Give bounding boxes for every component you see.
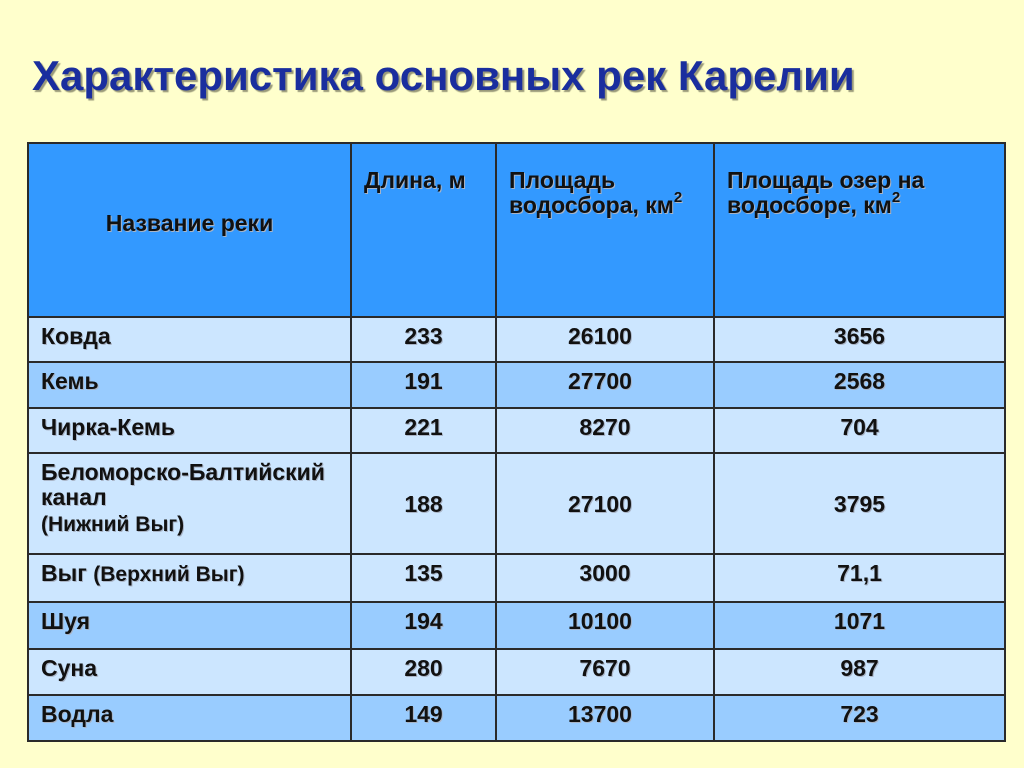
header-length-label: Длина, м [364,167,466,193]
river-basin-area: 27700 [568,368,632,394]
river-name: Шуя [41,608,91,634]
river-name-cell [28,317,351,362]
table-row [28,649,1005,695]
header-basin-area-label: Площадь водосбора, км [509,167,674,219]
river-name: Чирка-Кемь [41,414,175,440]
header-basin-area [496,143,714,317]
river-basin-area-cell [496,602,714,649]
river-lake-area: 987 [840,655,879,681]
river-lake-area-cell [714,362,1005,408]
table-row [28,554,1005,602]
river-length: 135 [404,560,443,586]
river-length-cell [351,602,496,649]
river-lake-area: 723 [840,701,879,727]
river-length: 221 [404,414,443,440]
river-lake-area: 3795 [833,490,886,517]
river-basin-area-cell [496,695,714,741]
river-basin-area: 7670 [579,655,631,681]
table-row [28,695,1005,741]
river-basin-area-cell [496,408,714,453]
river-length-cell [351,649,496,695]
river-basin-area-cell [496,649,714,695]
river-basin-area-cell [496,453,714,554]
river-length: 194 [404,608,443,634]
river-name-cell [28,362,351,408]
rivers-table [27,142,1006,742]
river-basin-area-cell [496,317,714,362]
slide-title: Характеристика основных рек Карелии [32,52,855,99]
river-lake-area-cell [714,408,1005,453]
river-lake-area: 2568 [833,368,886,394]
river-lake-area: 704 [840,414,879,440]
river-length-cell [351,453,496,554]
river-name: Ковда [41,323,111,349]
river-name: Суна [41,655,98,681]
river-basin-area-cell [496,362,714,408]
river-length: 280 [404,655,443,681]
river-basin-area: 10100 [568,608,632,634]
river-basin-area-cell [496,554,714,602]
river-lake-area: 71,1 [837,560,882,586]
river-name-note: (Нижний Выг) [41,512,185,536]
river-name: Кемь [41,368,99,394]
river-length: 188 [404,490,443,517]
table-row [28,317,1005,362]
river-length-cell [351,554,496,602]
river-name-note: (Верхний Выг) [93,563,245,586]
river-basin-area: 26100 [568,323,632,349]
river-name: Водла [41,701,114,727]
river-lake-area-cell [714,602,1005,649]
river-lake-area-cell [714,649,1005,695]
river-length: 149 [404,701,443,727]
river-lake-area-cell [714,695,1005,741]
header-river-name-label: Название реки [105,210,274,237]
table-row [28,362,1005,408]
river-name-cell [28,554,351,602]
river-name-cell [28,649,351,695]
header-lake-area [714,143,1005,317]
header-lake-area-label: Площадь озер на водосборе, км [727,167,925,219]
header-lake-area-unit-sup: 2 [891,189,901,207]
table-header-row [28,143,1005,317]
river-name-cell [28,695,351,741]
river-name-cell [28,602,351,649]
river-name: Выг [41,560,87,586]
river-length-cell [351,408,496,453]
table-row [28,602,1005,649]
header-basin-area-unit-sup: 2 [673,189,683,207]
river-length-cell [351,362,496,408]
river-lake-area: 1071 [833,608,886,634]
river-basin-area: 27100 [568,490,632,517]
river-lake-area-cell [714,317,1005,362]
river-basin-area: 3000 [579,560,631,586]
river-lake-area: 3656 [833,323,886,349]
river-lake-area-cell [714,453,1005,554]
river-name-cell [28,408,351,453]
header-length [351,143,496,317]
header-river-name [28,143,351,317]
river-name: Беломорско-Балтийский канал [41,459,325,511]
table-row [28,408,1005,453]
river-lake-area-cell [714,554,1005,602]
river-basin-area: 8270 [579,414,631,440]
river-length: 233 [404,323,443,349]
river-length-cell [351,695,496,741]
table-row [28,453,1005,554]
river-name-cell [28,453,351,554]
river-length-cell [351,317,496,362]
river-basin-area: 13700 [568,701,632,727]
river-length: 191 [404,368,443,394]
